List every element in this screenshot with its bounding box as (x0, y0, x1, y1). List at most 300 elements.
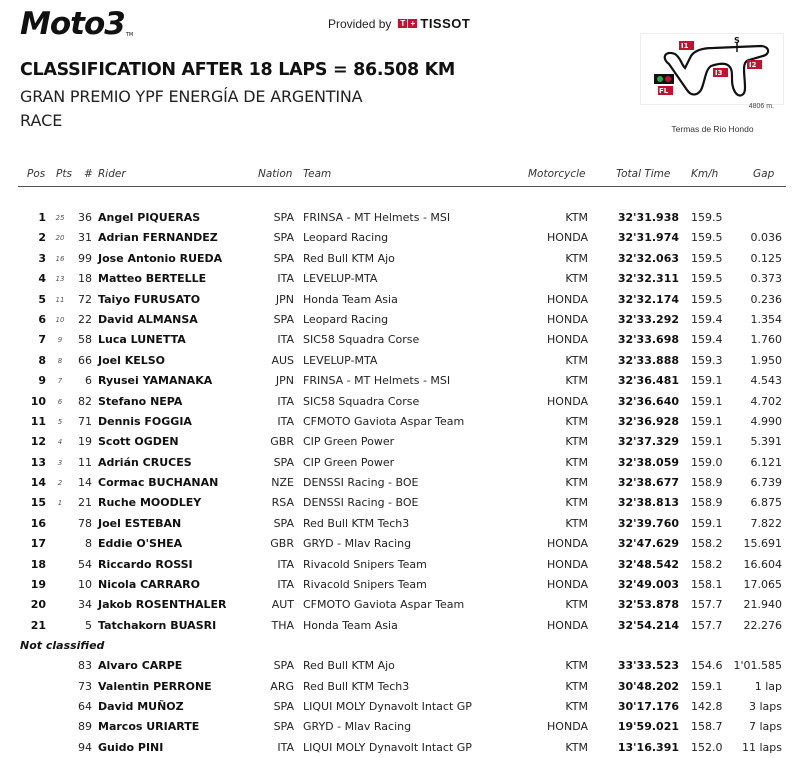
rider-number-cell: 73 (78, 679, 92, 693)
rider-name-cell: Luca LUNETTA (98, 333, 186, 347)
speed-kmh-cell: 159.5 (691, 251, 723, 265)
team-cell: LEVELUP-MTA (303, 353, 378, 367)
total-time-cell: 32'38.677 (617, 476, 679, 490)
total-time-cell: 32'32.063 (617, 251, 679, 265)
rider-name-cell: Ruche MOODLEY (98, 496, 202, 510)
motorcycle-cell: HONDA (547, 394, 588, 408)
nation-cell: AUT (271, 598, 294, 612)
rider-number-cell: 10 (78, 578, 92, 592)
gap-cell: 16.604 (743, 557, 782, 571)
gap-cell: 6.875 (750, 496, 782, 510)
motorcycle-cell: HONDA (547, 578, 588, 592)
motorcycle-cell: KTM (565, 598, 588, 612)
motorcycle-cell: KTM (565, 272, 588, 286)
not-classified-label: Not classified (20, 639, 105, 653)
nation-cell: GBR (270, 435, 294, 449)
rider-number-cell: 19 (78, 435, 92, 449)
table-row (0, 493, 800, 513)
total-time-cell: 32'36.640 (617, 394, 679, 408)
team-cell: Leopard Racing (303, 231, 389, 245)
sponsor-name: TISSOT (420, 16, 471, 31)
team-cell: Honda Team Asia (303, 292, 398, 306)
team-cell: SIC58 Squadra Corse (303, 333, 420, 347)
gap-cell: 4.990 (750, 414, 782, 428)
gap-cell: 4.702 (750, 394, 782, 408)
event-name: GRAN PREMIO YPF ENERGÍA DE ARGENTINA (20, 87, 363, 106)
position-cell: 12 (30, 435, 46, 449)
speed-kmh-cell: 159.0 (691, 455, 723, 469)
rider-number-cell: 94 (78, 740, 92, 754)
gap-cell: 15.691 (743, 537, 782, 551)
gap-cell: 0.036 (750, 231, 782, 245)
nation-cell: ITA (277, 578, 294, 592)
rider-name-cell: Marcos URIARTE (98, 720, 200, 734)
gap-cell: 0.373 (750, 272, 782, 286)
nation-cell: SPA (273, 251, 294, 265)
table-row (0, 534, 800, 554)
rider-number-cell: 36 (78, 211, 92, 224)
speed-kmh-cell: 152.0 (691, 740, 723, 754)
col-pos: Pos (27, 168, 46, 180)
position-cell: 21 (30, 618, 46, 632)
table-row (0, 473, 800, 493)
position-cell: 5 (38, 292, 46, 306)
rider-name-cell: Eddie O'SHEA (98, 537, 183, 551)
total-time-cell: 33'33.523 (617, 659, 679, 673)
points-cell: 20 (55, 234, 65, 243)
gap-cell: 1 lap (754, 679, 782, 693)
nation-cell: JPN (275, 292, 294, 306)
total-time-cell: 32'53.878 (617, 598, 679, 612)
rider-number-cell: 11 (78, 455, 92, 469)
total-time-cell: 32'54.214 (617, 618, 679, 632)
rider-name-cell: Matteo BERTELLE (98, 272, 207, 286)
speed-kmh-cell: 158.2 (691, 537, 723, 551)
motorcycle-cell: KTM (565, 455, 588, 469)
position-cell: 6 (38, 312, 46, 326)
team-cell: SIC58 Squadra Corse (303, 394, 420, 408)
table-row (0, 697, 800, 717)
rider-name-cell: David ALMANSA (98, 312, 198, 326)
position-cell: 8 (38, 353, 46, 367)
points-cell: 8 (57, 356, 63, 365)
table-row (0, 351, 800, 371)
rider-name-cell: Tatchakorn BUASRI (98, 618, 217, 632)
col-team: Team (303, 168, 332, 180)
motorcycle-cell: KTM (565, 251, 588, 265)
table-row (0, 412, 800, 432)
speed-kmh-cell: 159.5 (691, 272, 723, 286)
gap-cell: 22.276 (743, 618, 782, 632)
team-cell: GRYD - Mlav Racing (303, 720, 412, 734)
points-cell: 3 (57, 458, 63, 467)
nation-cell: SPA (273, 699, 294, 713)
nation-cell: SPA (273, 516, 294, 530)
rider-number-cell: 58 (78, 333, 92, 347)
table-row (0, 738, 800, 758)
speed-kmh-cell: 142.8 (691, 699, 723, 713)
speed-kmh-cell: 157.7 (691, 618, 723, 632)
tissot-logo-icon: T + (398, 19, 418, 28)
gap-cell: 5.391 (750, 435, 782, 449)
points-cell: 10 (55, 315, 65, 324)
rider-name-cell: Guido PINI (98, 740, 164, 754)
rider-number-cell: 83 (78, 659, 92, 673)
total-time-cell: 32'32.311 (617, 272, 679, 286)
svg-text:I1: I1 (681, 42, 689, 50)
gap-cell: 0.125 (750, 251, 782, 265)
rider-number-cell: 99 (78, 251, 92, 265)
speed-kmh-cell: 158.9 (691, 476, 723, 490)
nation-cell: SPA (273, 312, 294, 326)
rider-number-cell: 82 (78, 394, 92, 408)
circuit-map-frame (640, 33, 784, 105)
speed-kmh-cell: 159.3 (691, 353, 723, 367)
rider-number-cell: 54 (78, 557, 92, 571)
total-time-cell: 32'33.888 (617, 353, 679, 367)
rider-name-cell: Scott OGDEN (98, 435, 179, 449)
gap-cell: 6.121 (750, 455, 782, 469)
position-cell: 14 (30, 476, 46, 490)
circuit-name: Termas de Rio Hondo (671, 124, 754, 134)
table-row (0, 575, 800, 595)
table-row (0, 616, 800, 636)
nation-cell: ITA (277, 557, 294, 571)
rider-number-cell: 8 (85, 537, 92, 551)
motorcycle-cell: KTM (565, 516, 588, 530)
rider-number-cell: 22 (78, 312, 92, 326)
rider-name-cell: Riccardo ROSSI (98, 557, 193, 571)
table-row (0, 595, 800, 615)
total-time-cell: 30'48.202 (617, 679, 679, 693)
motorcycle-cell: KTM (565, 435, 588, 449)
motorcycle-cell: KTM (565, 414, 588, 428)
circuit-map (640, 33, 788, 117)
motorcycle-cell: HONDA (547, 557, 588, 571)
points-cell: 25 (55, 214, 65, 222)
rider-name-cell: Adrian FERNANDEZ (98, 231, 218, 245)
rider-name-cell: Ryusei YAMANAKA (98, 374, 213, 388)
nation-cell: GBR (270, 537, 294, 551)
speed-kmh-cell: 154.6 (691, 659, 723, 673)
total-time-cell: 32'37.329 (617, 435, 679, 449)
motorcycle-cell: HONDA (547, 720, 588, 734)
rider-name-cell: Joel KELSO (98, 353, 166, 367)
rider-name-cell: Taiyo FURUSATO (98, 292, 201, 306)
motorcycle-cell: KTM (565, 740, 588, 754)
total-time-cell: 32'31.974 (617, 231, 679, 245)
gap-cell: 7.822 (750, 516, 782, 530)
gap-cell: 6.739 (750, 476, 782, 490)
points-cell: 11 (55, 295, 65, 304)
nation-cell: AUS (271, 353, 294, 367)
nation-cell: ITA (277, 740, 294, 754)
rider-name-cell: Valentin PERRONE (98, 679, 212, 693)
table-row (0, 290, 800, 310)
motorcycle-cell: KTM (565, 211, 588, 224)
position-cell: 2 (38, 231, 46, 245)
team-cell: Red Bull KTM Tech3 (303, 516, 410, 530)
speed-kmh-cell: 159.1 (691, 374, 723, 388)
speed-kmh-cell: 159.5 (691, 231, 723, 245)
total-time-cell: 32'36.928 (617, 414, 679, 428)
total-time-cell: 32'48.542 (617, 557, 679, 571)
rider-name-cell: Stefano NEPA (98, 394, 183, 408)
table-row (0, 432, 800, 452)
position-cell: 4 (38, 272, 46, 286)
points-cell: 4 (57, 438, 63, 447)
team-cell: FRINSA - MT Helmets - MSI (303, 211, 451, 224)
logo-trademark: TM (125, 32, 134, 38)
total-time-cell: 32'38.813 (617, 496, 679, 510)
motorcycle-cell: KTM (565, 659, 588, 673)
speed-kmh-cell: 159.4 (691, 333, 723, 347)
svg-text:S: S (734, 36, 740, 45)
motorcycle-cell: KTM (565, 679, 588, 693)
points-cell: 7 (57, 377, 63, 386)
motorcycle-cell: HONDA (547, 537, 588, 551)
team-cell: FRINSA - MT Helmets - MSI (303, 374, 451, 388)
points-cell: 1 (57, 499, 63, 508)
points-cell: 9 (57, 336, 63, 345)
table-row (0, 514, 800, 534)
motorcycle-cell: HONDA (547, 333, 588, 347)
rider-name-cell: Jose Antonio RUEDA (98, 251, 223, 265)
speed-kmh-cell: 159.1 (691, 435, 723, 449)
nation-cell: ITA (277, 272, 294, 286)
team-cell: Honda Team Asia (303, 618, 398, 632)
total-time-cell: 32'33.292 (617, 312, 679, 326)
gap-cell: 3 laps (748, 699, 782, 713)
rider-name-cell: Jakob ROSENTHALER (98, 598, 227, 612)
table-header (18, 166, 786, 187)
team-cell: CFMOTO Gaviota Aspar Team (303, 598, 465, 612)
motorcycle-cell: HONDA (547, 618, 588, 632)
team-cell: DENSSI Racing - BOE (303, 496, 419, 510)
col-rider: Rider (98, 168, 126, 180)
speed-kmh-cell: 158.7 (691, 720, 723, 734)
table-row (0, 453, 800, 473)
gap-cell: 17.065 (743, 578, 782, 592)
nation-cell: SPA (273, 659, 294, 673)
sponsor-line (328, 16, 470, 31)
rider-number-cell: 21 (78, 496, 92, 510)
team-cell: LIQUI MOLY Dynavolt Intact GP (303, 740, 472, 754)
table-row (0, 656, 800, 676)
gap-cell: 11 laps (741, 740, 782, 754)
rider-number-cell: 5 (85, 618, 92, 632)
team-cell: Red Bull KTM Ajo (303, 659, 395, 673)
rider-name-cell: Joel ESTEBAN (98, 516, 182, 530)
team-cell: CIP Green Power (303, 435, 395, 449)
speed-kmh-cell: 158.2 (691, 557, 723, 571)
speed-kmh-cell: 157.7 (691, 598, 723, 612)
col-motorcycle: Motorcycle (528, 168, 586, 180)
position-cell: 10 (30, 394, 46, 408)
motorcycle-cell: HONDA (547, 312, 588, 326)
team-cell: CIP Green Power (303, 455, 395, 469)
moto3-logo (20, 8, 133, 40)
rider-number-cell: 64 (78, 699, 92, 713)
rider-number-cell: 31 (78, 231, 92, 245)
nation-cell: SPA (273, 720, 294, 734)
nation-cell: ITA (277, 414, 294, 428)
position-cell: 17 (30, 537, 46, 551)
team-cell: Red Bull KTM Tech3 (303, 679, 410, 693)
table-row (0, 717, 800, 737)
points-cell: 2 (57, 479, 63, 488)
total-time-cell: 32'36.481 (617, 374, 679, 388)
logo-text: Moto3 (20, 6, 125, 42)
nation-cell: ITA (277, 394, 294, 408)
gap-cell: 1.760 (750, 333, 782, 347)
nation-cell: ITA (277, 333, 294, 347)
position-cell: 13 (30, 455, 46, 469)
position-cell: 7 (38, 333, 46, 347)
provided-by-label: Provided by (328, 16, 392, 31)
speed-kmh-cell: 159.1 (691, 516, 723, 530)
rider-number-cell: 71 (78, 414, 92, 428)
rider-number-cell: 18 (78, 272, 92, 286)
total-time-cell: 32'47.629 (617, 537, 679, 551)
motorcycle-cell: KTM (565, 374, 588, 388)
team-cell: LEVELUP-MTA (303, 272, 378, 286)
table-row (0, 249, 800, 269)
rider-number-cell: 6 (85, 374, 92, 388)
gap-cell: 1.354 (750, 312, 782, 326)
table-row (0, 269, 800, 289)
motorcycle-cell: KTM (565, 353, 588, 367)
gap-cell: 21.940 (743, 598, 782, 612)
total-time-cell: 32'31.938 (617, 211, 679, 224)
col-gap: Gap (753, 168, 775, 180)
gap-cell: 1.950 (750, 353, 782, 367)
nation-cell: ARG (270, 679, 294, 693)
gap-cell: 1'01.585 (733, 659, 782, 673)
gap-cell: 0.236 (750, 292, 782, 306)
motorcycle-cell: KTM (565, 476, 588, 490)
rider-number-cell: 14 (78, 476, 92, 490)
nation-cell: THA (271, 618, 294, 632)
position-cell: 20 (30, 598, 46, 612)
not-classified-section (0, 636, 800, 656)
speed-kmh-cell: 159.1 (691, 394, 723, 408)
motorcycle-cell: KTM (565, 496, 588, 510)
rider-number-cell: 89 (78, 720, 92, 734)
col-num: # (84, 168, 93, 180)
rider-number-cell: 66 (78, 353, 92, 367)
col-nation: Nation (258, 168, 293, 180)
position-cell: 1 (38, 211, 46, 224)
speed-kmh-cell: 158.9 (691, 496, 723, 510)
total-time-cell: 32'49.003 (617, 578, 679, 592)
rider-number-cell: 72 (78, 292, 92, 306)
nation-cell: NZE (271, 476, 294, 490)
speed-kmh-cell: 159.5 (691, 211, 723, 224)
team-cell: Leopard Racing (303, 312, 389, 326)
team-cell: Rivacold Snipers Team (303, 578, 427, 592)
nation-cell: JPN (275, 374, 294, 388)
speed-kmh-cell: 158.1 (691, 578, 723, 592)
speed-kmh-cell: 159.4 (691, 312, 723, 326)
rider-name-cell: Angel PIQUERAS (98, 211, 201, 224)
team-cell: LIQUI MOLY Dynavolt Intact GP (303, 699, 472, 713)
rider-number-cell: 78 (78, 516, 92, 530)
svg-text:I2: I2 (749, 61, 757, 69)
col-pts: Pts (56, 168, 72, 180)
gap-cell: 7 laps (748, 720, 782, 734)
motorcycle-cell: HONDA (547, 292, 588, 306)
table-row (0, 330, 800, 350)
team-cell: GRYD - Mlav Racing (303, 537, 412, 551)
position-cell: 3 (38, 251, 46, 265)
motorcycle-cell: HONDA (547, 231, 588, 245)
team-cell: DENSSI Racing - BOE (303, 476, 419, 490)
nation-cell: SPA (273, 455, 294, 469)
table-row (0, 310, 800, 330)
nation-cell: SPA (273, 231, 294, 245)
team-cell: Rivacold Snipers Team (303, 557, 427, 571)
table-row (0, 228, 800, 248)
position-cell: 16 (30, 516, 46, 530)
rider-name-cell: Dennis FOGGIA (98, 414, 192, 428)
circuit-length: 4806 m. (748, 103, 774, 110)
points-cell: 16 (55, 254, 65, 263)
points-cell: 13 (55, 275, 65, 284)
total-time-cell: 32'32.174 (617, 292, 679, 306)
col-total-time: Total Time (616, 168, 671, 180)
table-row (0, 555, 800, 575)
team-cell: CFMOTO Gaviota Aspar Team (303, 414, 465, 428)
session-name: RACE (20, 111, 63, 130)
position-cell: 19 (30, 578, 46, 592)
table-row (0, 392, 800, 412)
total-time-cell: 32'38.059 (617, 455, 679, 469)
speed-kmh-cell: 159.1 (691, 414, 723, 428)
rider-name-cell: Nicola CARRARO (98, 578, 200, 592)
gap-cell: 4.543 (750, 374, 782, 388)
position-cell: 15 (30, 496, 46, 510)
rider-name-cell: David MUÑOZ (98, 699, 184, 713)
speed-kmh-cell: 159.1 (691, 679, 723, 693)
rider-number-cell: 34 (78, 598, 92, 612)
nation-cell: SPA (273, 211, 294, 224)
position-cell: 11 (30, 414, 46, 428)
speed-kmh-cell: 159.5 (691, 292, 723, 306)
motorcycle-cell: KTM (565, 699, 588, 713)
points-cell: 5 (57, 417, 63, 426)
svg-text:FL: FL (659, 87, 669, 95)
rider-name-cell: Adrián CRUCES (98, 455, 192, 469)
total-time-cell: 30'17.176 (617, 699, 679, 713)
nation-cell: RSA (271, 496, 294, 510)
total-time-cell: 19'59.021 (617, 720, 679, 734)
total-time-cell: 32'33.698 (617, 333, 679, 347)
total-time-cell: 32'39.760 (617, 516, 679, 530)
table-row (0, 371, 800, 391)
team-cell: Red Bull KTM Ajo (303, 251, 395, 265)
points-cell: 6 (57, 397, 63, 406)
rider-name-cell: Alvaro CARPE (98, 659, 183, 673)
page-title: CLASSIFICATION AFTER 18 LAPS = 86.508 KM (20, 60, 456, 80)
total-time-cell: 13'16.391 (617, 740, 679, 754)
svg-text:I3: I3 (715, 69, 723, 77)
track-layout-icon (641, 34, 783, 104)
results-table (0, 208, 800, 758)
table-row (0, 208, 800, 228)
rider-name-cell: Cormac BUCHANAN (98, 476, 219, 490)
table-row (0, 677, 800, 697)
